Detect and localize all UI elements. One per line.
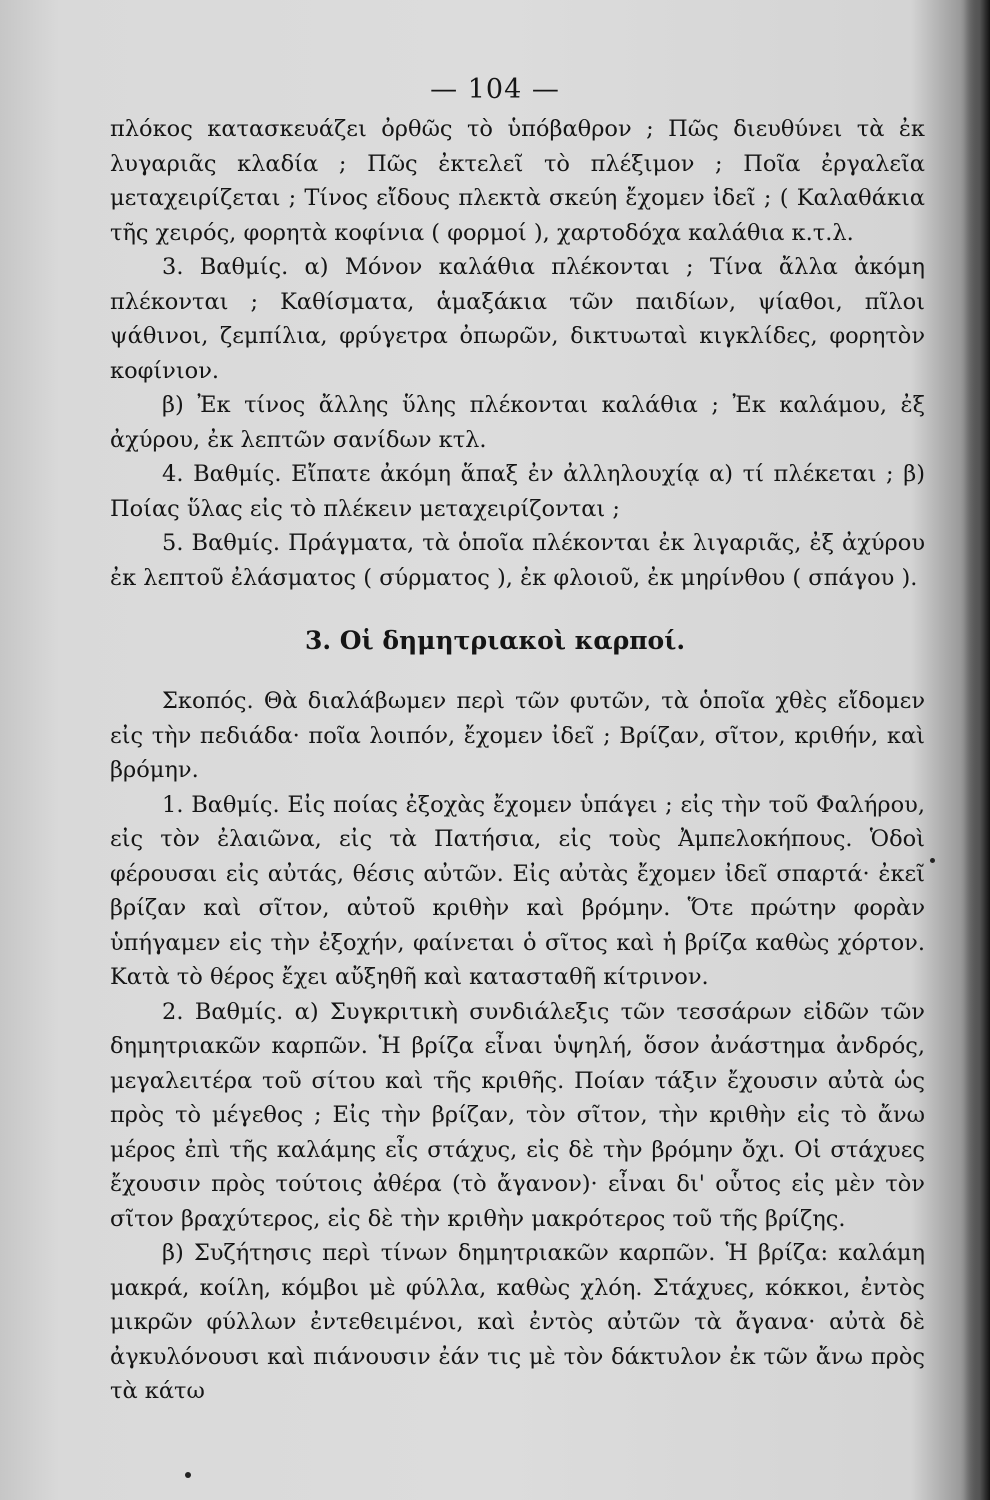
paragraph: β) Συζήτησις περὶ τίνων δημητριακῶν καρπῶν. Ἡ βρίζα: καλάμη μακρά, κοίλη, κόμβοι μὲ φύλλα, καθὼς χλόη. Στάχυες, κόκκοι, ἐντὸς μικρῶν φύλλων ἐντεθειμένοι, καὶ ἐντὸς αὐτῶν τὰ ἄγανα· αὐτὰ δὲ ἀγκυλόνουσι καὶ πιάνουσιν ἐάν τις μὲ τὸν δάκτυλον ἐκ τῶν ἄνω πρὸς τὰ κάτω	[110, 1240, 925, 1404]
paragraph: β) Ἐκ τίνος ἄλλης ὕλης πλέκονται καλάθια ; Ἐκ καλάμου, ἐξ ἀχύρου, ἐκ λεπτῶν σανίδων κτλ.	[110, 392, 925, 453]
page-number: — 104 —	[430, 74, 560, 105]
section-heading: 3. Οἱ δημητριακοὶ καρποί.	[304, 626, 686, 655]
ink-spot	[930, 858, 935, 863]
paragraph: 5. Βαθμίς. Πράγματα, τὰ ὁποῖα πλέκονται ἐκ λιγαριᾶς, ἐξ ἀχύρου ἐκ λεπτοῦ ἐλάσματος ( σύρματος ), ἐκ φλοιοῦ, ἐκ μηρίνθου ( σπάγου ).	[110, 530, 925, 591]
ink-spot	[185, 1472, 191, 1478]
paragraph: 1. Βαθμίς. Εἰς ποίας ἐξοχὰς ἔχομεν ὑπάγει ; εἰς τὴν τοῦ Φαλήρου, εἰς τὸν ἐλαιῶνα, εἰς τὰ Πατήσια, εἰς τοὺς Ἀμπελοκήπους. Ὁδοὶ φέρουσαι εἰς αὐτάς, θέσις αὐτῶν. Εἰς αὐτὰς ἔχομεν ἰδεῖ σπαρτά· ἐκεῖ βρίζαν καὶ σῖτον, αὐτοῦ κριθὴν καὶ βρόμην. Ὅτε πρώτην φορὰν ὑπήγαμεν εἰς τὴν ἐξοχήν, φαίνεται ὁ σῖτος καὶ ἡ βρίζα καθὼς χόρτον. Κατὰ τὸ θέρος ἔχει αὔξηθῆ καὶ κατασταθῆ κίτρινον.	[110, 791, 925, 990]
paragraph: Σκοπός. Θὰ διαλάβωμεν περὶ τῶν φυτῶν, τὰ ὁποῖα χθὲς εἴδομεν εἰς τὴν πεδιάδα· ποῖα λοιπόν, ἔχομεν ἰδεῖ ; Βρίζαν, σῖτον, κριθήν, καὶ βρόμην.	[110, 688, 925, 783]
paragraph: πλόκος κατασκευάζει ὀρθῶς τὸ ὑπόβαθρον ; Πῶς διευθύνει τὰ ἐκ λυγαριᾶς κλαδία ; Πῶς ἐκτελεῖ τὸ πλέξιμον ; Ποῖα ἐργαλεῖα μεταχειρίζεται ; Τίνος εἴδους πλεκτὰ σκεύη ἔχομεν ἰδεῖ ; ( Καλαθάκια τῆς χειρός, φορητὰ κοφίνια ( φορμοί ), χαρτοδόχα καλάθια κ.τ.λ.	[110, 116, 925, 246]
paragraph: 3. Βαθμίς. α) Μόνον καλάθια πλέκονται ; Τίνα ἄλλα ἀκόμη πλέκονται ; Καθίσματα, ἁμαξάκια τῶν παιδίων, ψίαθοι, πῖλοι ψάθινοι, ζεμπίλια, φρύγετρα ὀπωρῶν, δικτυωταὶ κιγκλίδες, φορητὸν κοφίνιον.	[110, 254, 925, 384]
section-1-text	[110, 112, 925, 595]
section-2-text	[110, 684, 925, 1409]
page-edge-shadow	[964, 0, 990, 1500]
paragraph: 4. Βαθμίς. Εἴπατε ἀκόμη ἅπαξ ἐν ἀλληλουχίᾳ α) τί πλέκεται ; β) Ποίας ὕλας εἰς τὸ πλέκειν μεταχειρίζονται ;	[110, 461, 925, 522]
paragraph: 2. Βαθμίς. α) Συγκριτικὴ συνδιάλεξις τῶν τεσσάρων εἰδῶν τῶν δημητριακῶν καρπῶν. Ἡ βρίζα εἶναι ὑψηλή, ὅσον ἀνάστημα ἀνδρός, μεγαλειτέρα τοῦ σίτου καὶ τῆς κριθῆς. Ποίαν τάξιν ἔχουσιν αὐτὰ ὡς πρὸς τὸ μέγεθος ; Εἰς τὴν βρίζαν, τὸν σῖτον, τὴν κριθὴν εἰς τὸ ἄνω μέρος ἐπὶ τῆς καλάμης εἶς στάχυς, εἰς δὲ τὴν βρόμην ὄχι. Οἱ στάχυες ἔχουσιν πρὸς τούτοις ἀθέρα (τὸ ἄγανον)· εἶναι δι' οὗτος εἰς μὲν τὸν σῖτον βραχύτερος, εἰς δὲ τὴν κριθὴν μακρότερος τοῦ τῆς βρίζης.	[110, 998, 925, 1232]
